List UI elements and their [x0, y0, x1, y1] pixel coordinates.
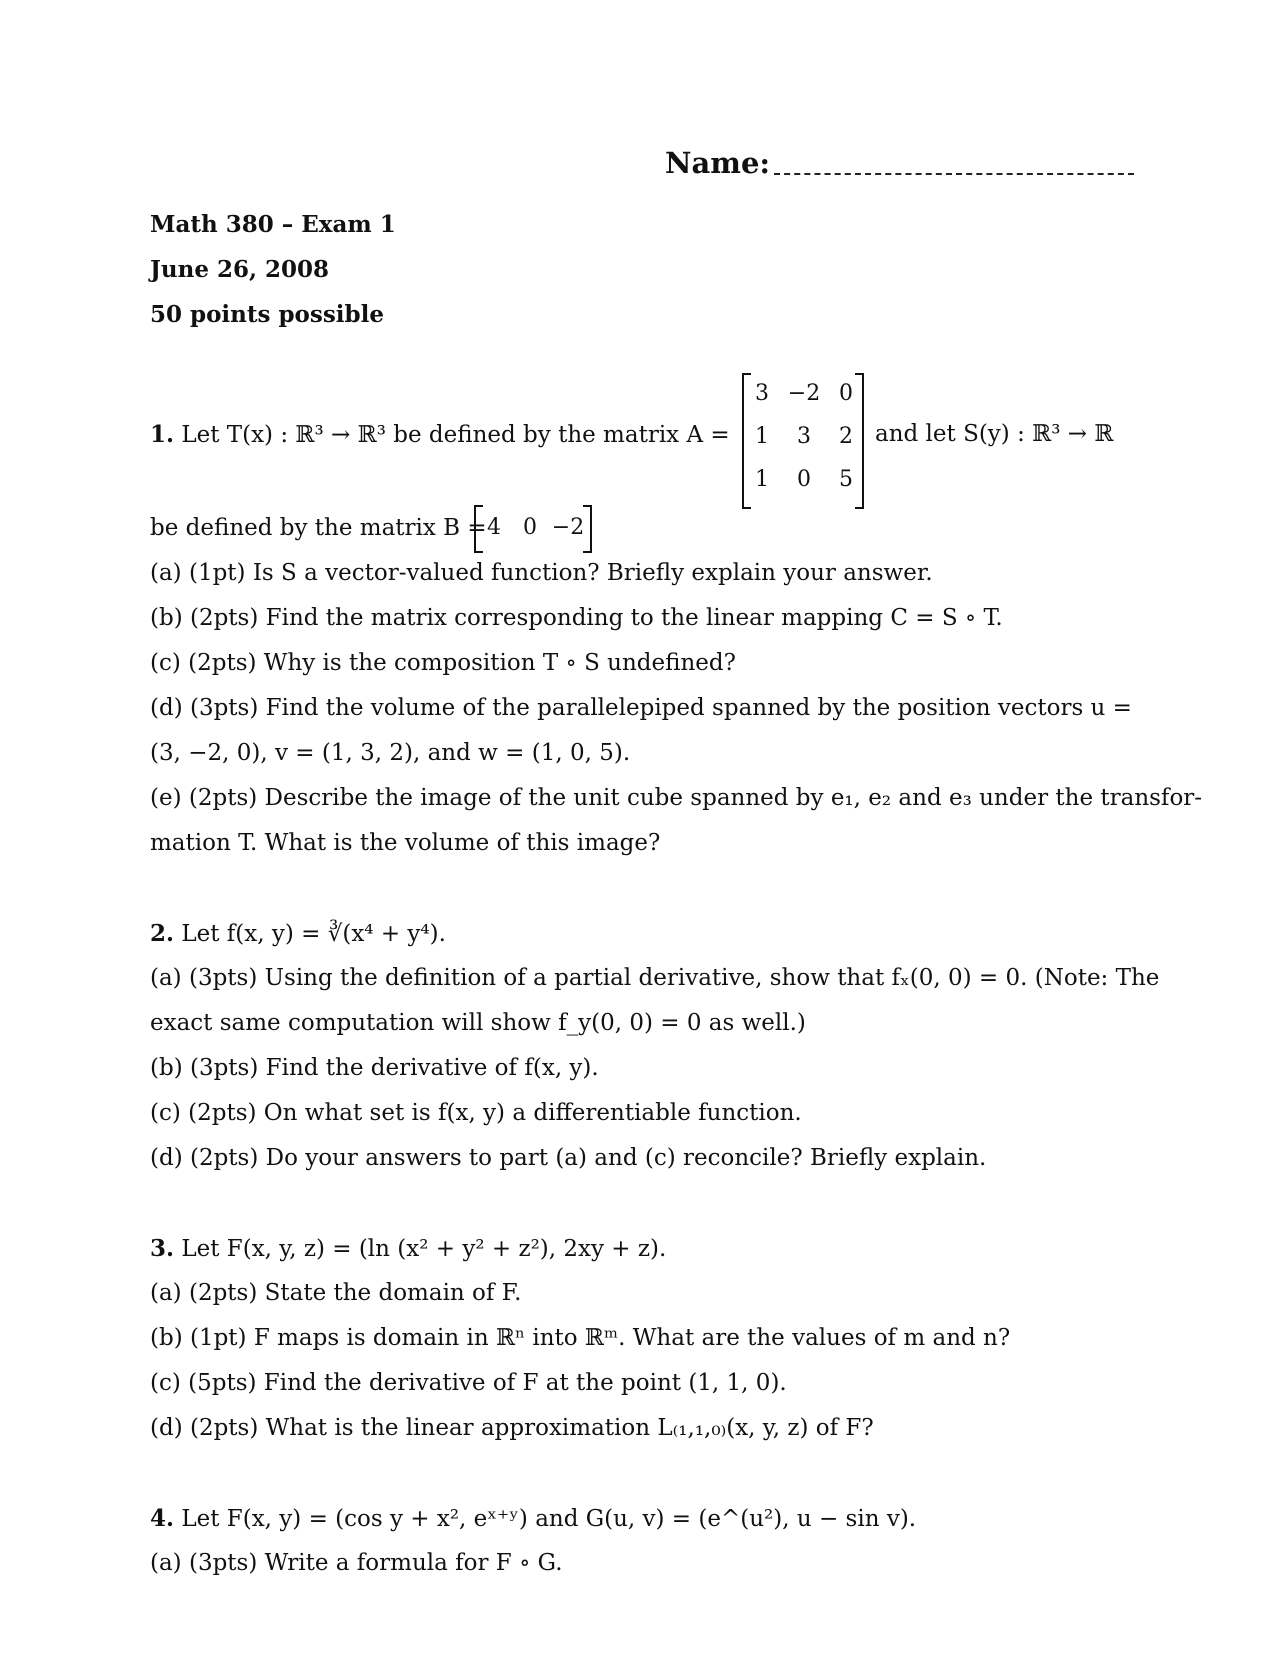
matrix-a-cell: 1 — [755, 424, 769, 449]
matrix-b-cell: 4 — [487, 515, 501, 540]
q4-intro: Let F(x, y) = (cos y + x², eˣ⁺ʸ) and G(u, v) = (e^(u²), u − sin v). — [181, 1506, 917, 1532]
points-possible: 50 points possible — [150, 301, 384, 328]
q4-part-a: (a) (3pts) Write a formula for F ∘ G. — [150, 1550, 563, 1576]
matrix-b-cell: −2 — [551, 515, 585, 540]
q3-intro-line — [150, 1235, 666, 1262]
q3-number: 3. — [150, 1235, 175, 1262]
matrix-a-cell: 3 — [755, 381, 769, 406]
matrix-b-cell: 0 — [523, 515, 537, 540]
q1-line2: be defined by the matrix B = — [150, 515, 487, 541]
name-label: Name: — [665, 146, 771, 180]
q1-part-d-line1: (d) (3pts) Find the volume of the parallelepiped spanned by the position vectors u = — [150, 695, 1132, 721]
matrix-a-cell: 0 — [797, 467, 811, 492]
q1-part-d-line2: (3, −2, 0), v = (1, 3, 2), and w = (1, 0, 5). — [150, 740, 631, 766]
q2-number: 2. — [150, 920, 175, 947]
matrix-a-cell: −2 — [787, 381, 821, 406]
q2-intro: Let f(x, y) = ∛(x⁴ + y⁴). — [181, 921, 446, 947]
course-title: Math 380 – Exam 1 — [150, 211, 396, 238]
q4-number: 4. — [150, 1505, 175, 1532]
q1-part-e-line1: (e) (2pts) Describe the image of the unit cube spanned by e₁, e₂ and e₃ under the transfor- — [150, 785, 1203, 811]
matrix-a-cell: 3 — [797, 424, 811, 449]
q2-intro-line — [150, 920, 446, 947]
name-field — [665, 146, 1134, 180]
q2-part-d: (d) (2pts) Do your answers to part (a) and (c) reconcile? Briefly explain. — [150, 1145, 987, 1171]
q4-intro-line — [150, 1505, 916, 1532]
exam-date: June 26, 2008 — [150, 256, 330, 283]
matrix-a-cell: 1 — [755, 467, 769, 492]
q1-part-c: (c) (2pts) Why is the composition T ∘ S undefined? — [150, 650, 736, 676]
q2-part-b: (b) (3pts) Find the derivative of f(x, y). — [150, 1055, 599, 1081]
q1-line1-tail: and let S(y) : ℝ³ → ℝ — [875, 421, 1114, 447]
q2-part-a-line1: (a) (3pts) Using the definition of a partial derivative, show that fₓ(0, 0) = 0. (Note: The — [150, 965, 1160, 991]
q1-part-b: (b) (2pts) Find the matrix corresponding to the linear mapping C = S ∘ T. — [150, 605, 1003, 631]
q1-part-e-line2: mation T. What is the volume of this image? — [150, 830, 661, 856]
q2-part-a-line2: exact same computation will show f_y(0, 0) = 0 as well.) — [150, 1010, 806, 1036]
q3-part-a: (a) (2pts) State the domain of F. — [150, 1280, 522, 1306]
q1-line1-text: Let T(x) : ℝ³ → ℝ³ be defined by the matrix A = — [181, 422, 730, 448]
q3-part-d: (d) (2pts) What is the linear approximation L₍₁,₁,₀₎(x, y, z) of F? — [150, 1415, 874, 1441]
matrix-a-cell: 2 — [839, 424, 853, 449]
q3-part-b: (b) (1pt) F maps is domain in ℝⁿ into ℝᵐ. What are the values of m and n? — [150, 1325, 1011, 1351]
q1-line1 — [150, 421, 730, 448]
matrix-a-cell: 0 — [839, 381, 853, 406]
q3-part-c: (c) (5pts) Find the derivative of F at the point (1, 1, 0). — [150, 1370, 787, 1396]
matrix-a-cell: 5 — [839, 467, 853, 492]
q3-intro: Let F(x, y, z) = (ln (x² + y² + z²), 2xy + z). — [181, 1236, 667, 1262]
q1-part-a: (a) (1pt) Is S a vector-valued function? Briefly explain your answer. — [150, 560, 933, 586]
name-blank-line — [774, 172, 1134, 175]
q1-number: 1. — [150, 421, 175, 448]
q2-part-c: (c) (2pts) On what set is f(x, y) a differentiable function. — [150, 1100, 802, 1126]
